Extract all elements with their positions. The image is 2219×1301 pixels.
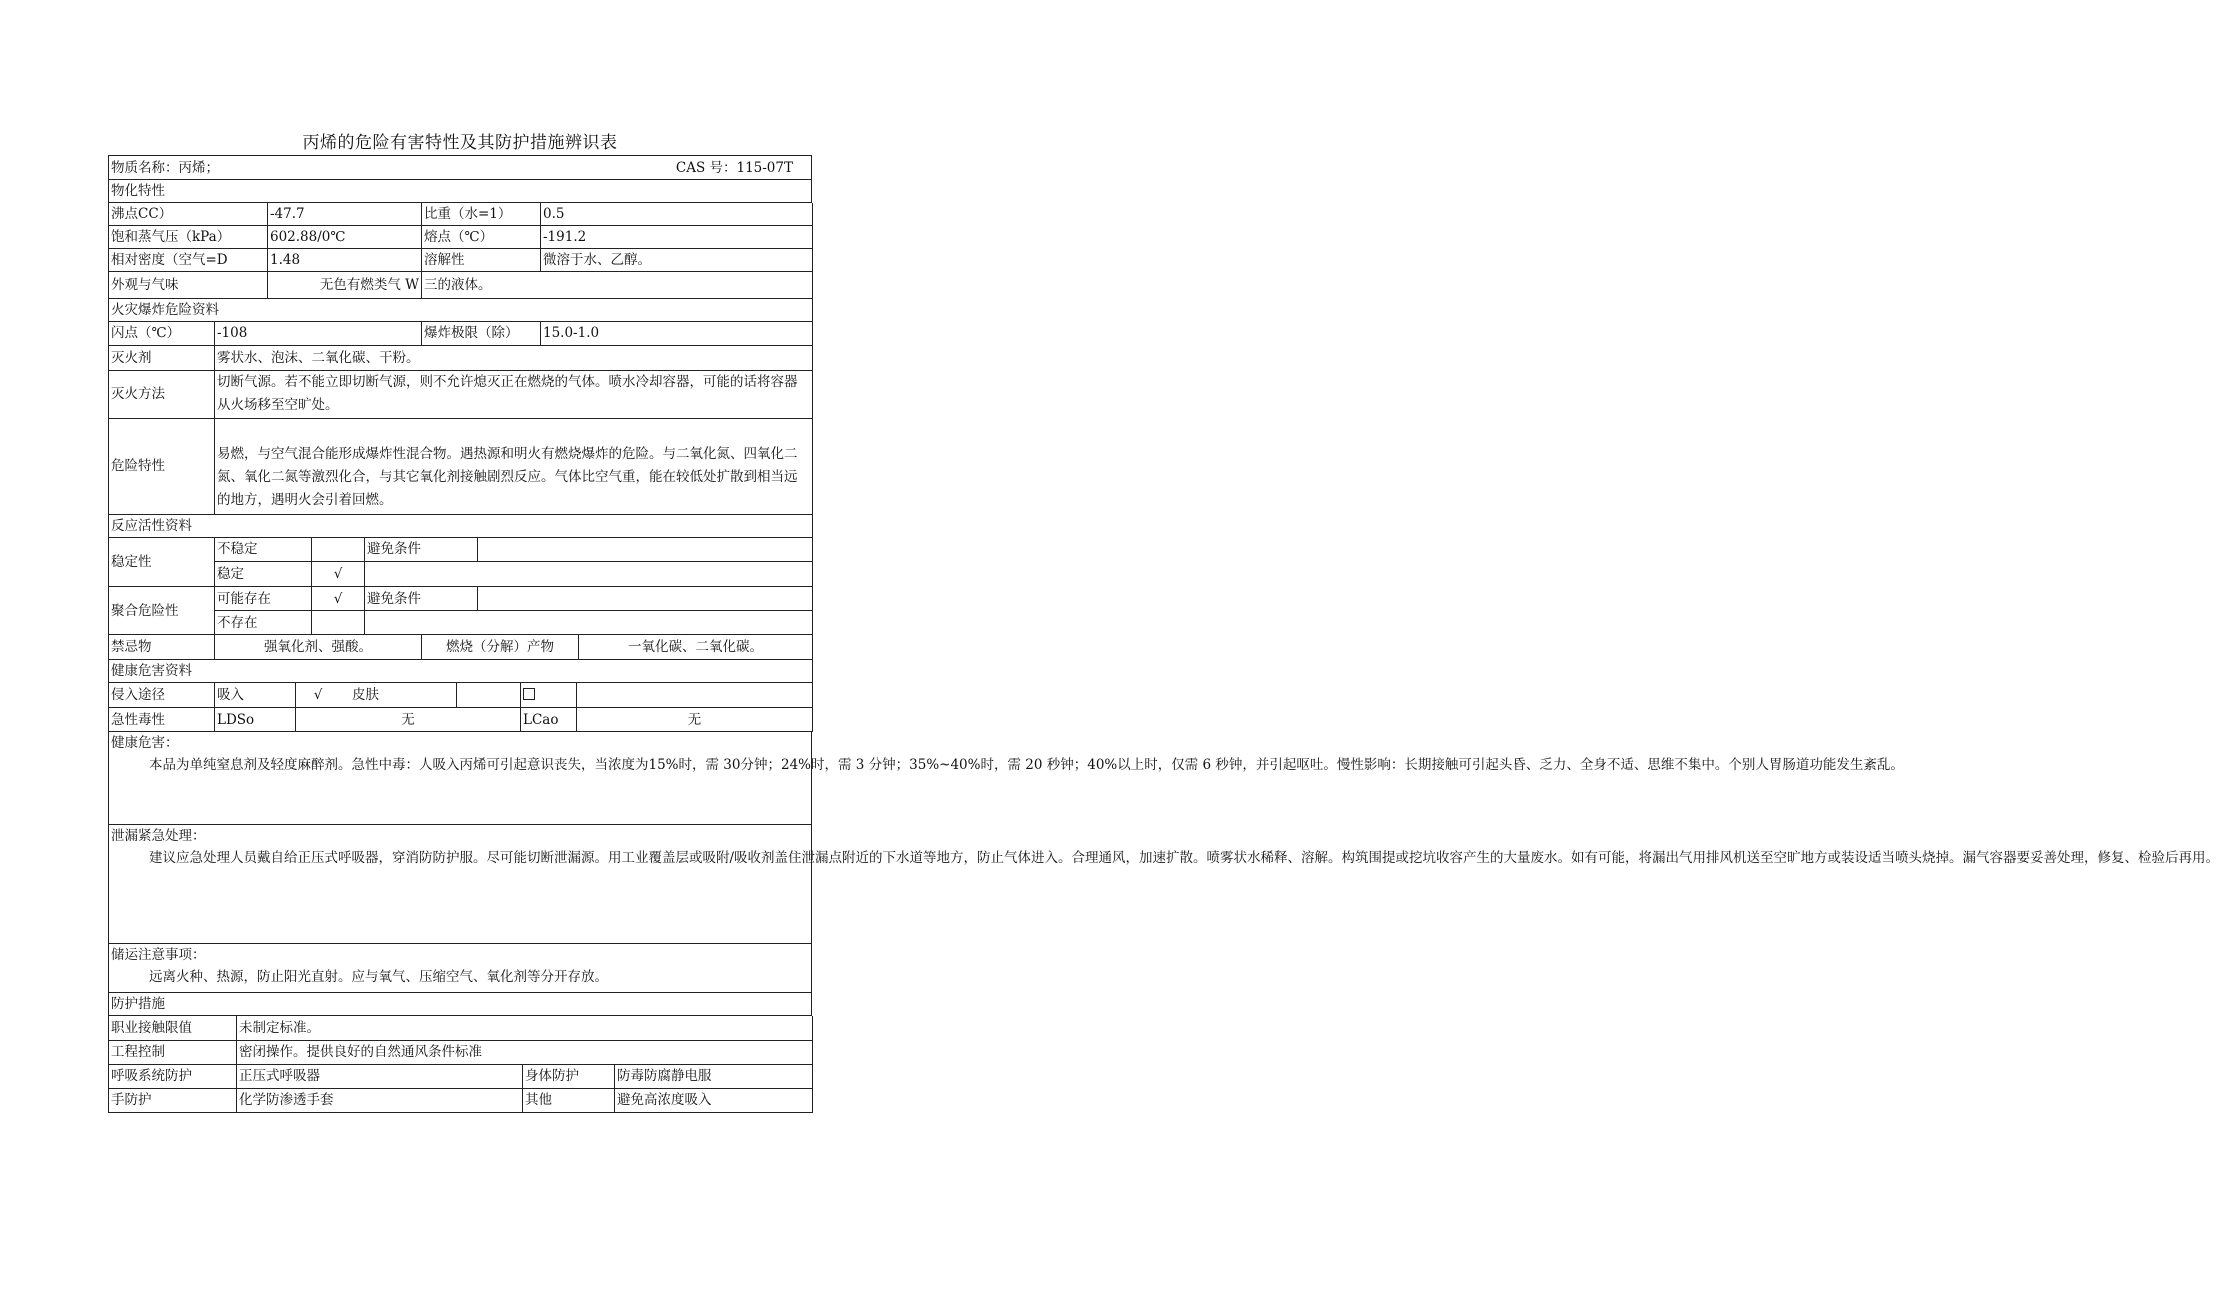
route-blank bbox=[457, 683, 521, 708]
reactivity-table bbox=[108, 538, 813, 636]
section-fire: 火灾爆炸危险资料 bbox=[109, 298, 813, 321]
flash-point-value: -108 bbox=[215, 322, 422, 346]
explosion-limit-label: 爆炸极限（除） bbox=[422, 322, 541, 346]
hand-protection-label: 手防护 bbox=[109, 1088, 237, 1112]
section-reactivity: 反应活性资料 bbox=[109, 514, 813, 537]
stable-empty bbox=[365, 562, 813, 587]
section-health: 健康危害资料 bbox=[109, 659, 813, 682]
hazard-label: 危险特性 bbox=[109, 418, 215, 514]
extinguisher-label: 灭火剂 bbox=[109, 346, 215, 370]
unstable-option: 不稳定 bbox=[215, 538, 312, 562]
vapor-pressure-label: 饱和蒸气压（kPa） bbox=[109, 226, 268, 249]
section-physchem: 物化特性 bbox=[109, 180, 812, 203]
melting-label: 熔点（℃） bbox=[422, 226, 541, 249]
lc50-label: LCao bbox=[521, 708, 577, 732]
lc50-value: 无 bbox=[577, 708, 813, 732]
avoid-condition-label-2: 避免条件 bbox=[365, 587, 478, 611]
route-label: 侵入途径 bbox=[109, 683, 215, 708]
polymer-label: 聚合危险性 bbox=[109, 587, 215, 635]
storage-block bbox=[109, 944, 812, 993]
route-inhale: 吸入 bbox=[215, 683, 296, 708]
density-air-value: 1.48 bbox=[268, 249, 422, 272]
fire-method-label: 灭火方法 bbox=[109, 370, 215, 418]
substance-name: 物质名称：丙烯； bbox=[109, 156, 461, 180]
skin-checkbox bbox=[523, 688, 535, 700]
ld50-label: LDSo bbox=[215, 708, 296, 732]
stability-label: 稳定性 bbox=[109, 538, 215, 587]
ld50-value: 无 bbox=[296, 708, 521, 732]
avoid-condition-label: 避免条件 bbox=[365, 538, 478, 562]
text-sections-table bbox=[108, 732, 2219, 1016]
leak-block bbox=[109, 825, 2219, 944]
storage-title: 储运注意事项： bbox=[111, 947, 206, 963]
combustion-products-value: 一氧化碳、二氧化碳。 bbox=[579, 635, 813, 659]
page-title: 丙烯的危险有害特性及其防护措施辨识表 bbox=[302, 133, 618, 153]
respiratory-label: 呼吸系统防护 bbox=[109, 1064, 237, 1088]
fire-table bbox=[108, 346, 813, 538]
inhale-check-mark: √ bbox=[313, 686, 323, 703]
fire-method-value: 切断气源。若不能立即切断气源，则不允许熄灭正在燃烧的气体。喷水冷却容器，可能的话将容器从火场移至空旷处。 bbox=[215, 370, 813, 418]
flash-table bbox=[108, 322, 813, 347]
stable-option: 稳定 bbox=[215, 562, 312, 587]
other-protection-value: 避免高浓度吸入 bbox=[615, 1088, 813, 1112]
body-protection-value: 防毒防腐静电服 bbox=[615, 1064, 813, 1088]
possible-option: 可能存在 bbox=[215, 587, 312, 611]
health-table bbox=[108, 683, 813, 733]
health-hazard-block bbox=[109, 732, 1904, 825]
route-checkbox-cell bbox=[521, 683, 577, 708]
forbid-table bbox=[108, 635, 813, 683]
header-table bbox=[108, 155, 812, 203]
storage-text: 远离火种、热源，防止阳光直射。应与氧气、压缩空气、氧化剂等分开存放。 bbox=[149, 969, 608, 985]
route-skin-cell bbox=[296, 683, 457, 708]
exposure-limit-value: 未制定标准。 bbox=[237, 1016, 813, 1040]
absent-mark bbox=[312, 611, 365, 635]
boiling-label: 沸点CC） bbox=[109, 203, 268, 226]
flash-point-label: 闪点（℃） bbox=[109, 322, 215, 346]
leak-text: 建议应急处理人员戴自给正压式呼吸器，穿消防防护服。尽可能切断泄漏源。用工业覆盖层或吸附/吸收剂盖住泄漏点附近的下水道等地方，防止气体进入。合理通风，加速扩散。喷雾状水稀释、溶解。构筑围提或挖坑收容产生的大量废水。如有可能，将漏出气用排风机送至空旷地方或装设适当喷头烧掉。漏气容器要妥善处理，修复、检验后再用。 bbox=[149, 850, 2219, 866]
density-water-label: 比重（水=1） bbox=[422, 203, 541, 226]
explosion-limit-value: 15.0-1.0 bbox=[541, 322, 813, 346]
incompatible-value: 强氧化剂、强酸。 bbox=[215, 635, 422, 659]
vapor-pressure-value: 602.88/0℃ bbox=[268, 226, 422, 249]
exposure-limit-label: 职业接触限值 bbox=[109, 1016, 237, 1040]
section-protection: 防护措施 bbox=[109, 993, 812, 1016]
health-hazard-title: 健康危害： bbox=[111, 735, 179, 751]
extinguisher-value: 雾状水、泡沫、二氧化碳、干粉。 bbox=[215, 346, 813, 370]
protection-table bbox=[108, 1016, 813, 1113]
toxicity-label: 急性毒性 bbox=[109, 708, 215, 732]
incompatible-label: 禁忌物 bbox=[109, 635, 215, 659]
melting-value: -191.2 bbox=[541, 226, 813, 249]
absent-option: 不存在 bbox=[215, 611, 312, 635]
route-blank-2 bbox=[577, 683, 813, 708]
stable-check-mark: √ bbox=[312, 562, 365, 587]
cas-number: CAS 号：115-07T bbox=[460, 156, 812, 180]
health-hazard-text: 本品为单纯窒息剂及轻度麻醉剂。急性中毒：人吸入丙烯可引起意识丧失，当浓度为15%时，需 30分钟；24%时，需 3 分钟；35%~40%时，需 20 秒钟；40%以上时，仅需 6 秒钟，并引起呕吐。慢性影响：长期接触可引起头昏、乏力、全身不适、思维不集中。个别人胃肠道功能发生紊乱。 bbox=[149, 757, 1904, 773]
appearance-value-b: 三的液体。 bbox=[422, 272, 813, 298]
possible-check-mark: √ bbox=[312, 587, 365, 611]
physchem-table bbox=[108, 203, 813, 272]
body-protection-label: 身体防护 bbox=[523, 1064, 615, 1088]
combustion-products-label: 燃烧（分解）产物 bbox=[422, 635, 579, 659]
unstable-mark bbox=[312, 538, 365, 562]
avoid-condition-value-2 bbox=[478, 587, 813, 611]
avoid-condition-value bbox=[478, 538, 813, 562]
route-skin: 皮肤 bbox=[352, 686, 379, 703]
density-air-label: 相对密度（空气=D bbox=[109, 249, 268, 272]
leak-title: 泄漏紧急处理： bbox=[111, 828, 206, 844]
solubility-label: 溶解性 bbox=[422, 249, 541, 272]
hazard-sheet bbox=[108, 155, 2219, 1113]
density-water-value: 0.5 bbox=[541, 203, 813, 226]
other-protection-label: 其他 bbox=[523, 1088, 615, 1112]
absent-empty bbox=[365, 611, 813, 635]
solubility-value: 微溶于水、乙醇。 bbox=[541, 249, 813, 272]
engineering-control-value: 密闭操作。提供良好的自然通风条件标准 bbox=[237, 1040, 813, 1064]
boiling-value: -47.7 bbox=[268, 203, 422, 226]
appearance-table bbox=[108, 272, 813, 322]
appearance-value-a: 无色有燃类气 W bbox=[268, 272, 422, 298]
hazard-value: 易燃，与空气混合能形成爆炸性混合物。遇热源和明火有燃烧爆炸的危险。与二氧化氮、四氧化二氮、氧化二氮等激烈化合，与其它氧化剂接触剧烈反应。气体比空气重，能在较低处扩散到相当远的地方，遇明火会引着回燃。 bbox=[215, 418, 813, 514]
appearance-label: 外观与气味 bbox=[109, 272, 268, 298]
respiratory-value: 正压式呼吸器 bbox=[237, 1064, 523, 1088]
hand-protection-value: 化学防渗透手套 bbox=[237, 1088, 523, 1112]
engineering-control-label: 工程控制 bbox=[109, 1040, 237, 1064]
